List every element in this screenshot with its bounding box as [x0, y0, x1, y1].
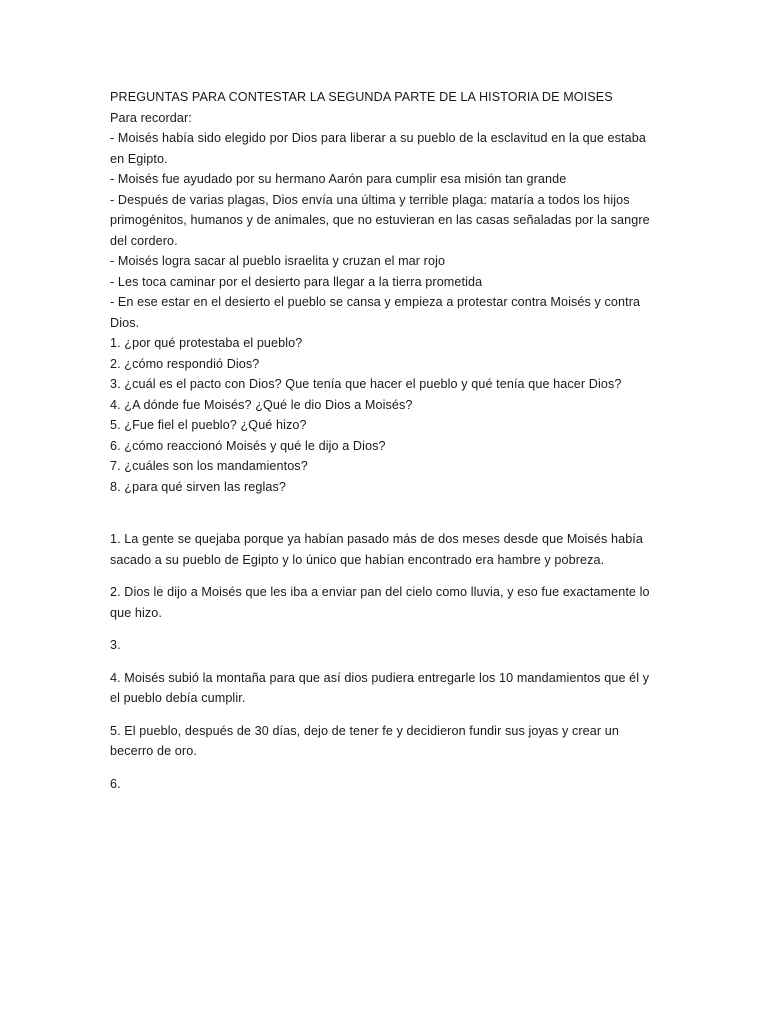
reminder-item: - Moisés fue ayudado por su hermano Aarón para cumplir esa misión tan grande: [110, 172, 567, 186]
answer-item: 2. Dios le dijo a Moisés que les iba a enviar pan del cielo como lluvia, y eso fue exactamente lo que hizo.: [110, 585, 650, 620]
question-item: 8. ¿para qué sirven las reglas?: [110, 479, 287, 494]
reminder-item: - Moisés logra sacar al pueblo israelita y cruzan el mar rojo: [110, 254, 446, 268]
question-item: 2. ¿cómo respondió Dios?: [110, 356, 260, 371]
reminder-item: - Les toca caminar por el desierto para llegar a la tierra prometida: [110, 274, 483, 289]
answer-item: 6.: [110, 776, 121, 791]
question-list: [110, 333, 655, 497]
question-item: 7. ¿cuáles son los mandamientos?: [110, 459, 308, 473]
question-item: 5. ¿Fue fiel el pueblo? ¿Qué hizo?: [110, 418, 307, 432]
answer-item: 5. El pueblo, después de 30 días, dejo de tener fe y decidieron fundir sus joyas y crear un becerro de oro.: [110, 723, 619, 758]
question-item: 1. ¿por qué protestaba el pueblo?: [110, 336, 303, 350]
reminder-list: [110, 128, 655, 333]
reminder-item: - Moisés había sido elegido por Dios para liberar a su pueblo de la esclavitud en la que estaba en Egipto.: [110, 131, 646, 166]
question-item: 6. ¿cómo reaccionó Moisés y qué le dijo a Dios?: [110, 438, 386, 453]
answer-item: 3.: [110, 638, 121, 652]
answer-item: 1. La gente se quejaba porque ya habían pasado más de dos meses desde que Moisés había sacado a su pueblo de Egipto y lo único que habían encontrado era hambre y pobreza.: [110, 532, 644, 567]
reminder-heading: Para recordar:: [110, 110, 192, 125]
document-page: [110, 87, 655, 806]
reminder-item: - Después de varias plagas, Dios envía una última y terrible plaga: mataría a todos los hijos primogénitos, humanos y de animales, que no estuvieran en las casas señaladas por la sangre del cordero.: [110, 192, 650, 248]
question-item: 4. ¿A dónde fue Moisés? ¿Qué le dio Dios a Moisés?: [110, 397, 413, 412]
document-title: PREGUNTAS PARA CONTESTAR LA SEGUNDA PARTE DE LA HISTORIA DE MOISES: [110, 90, 613, 104]
question-item: 3. ¿cuál es el pacto con Dios? Que tenía que hacer el pueblo y qué tenía que hacer Dios?: [110, 377, 622, 391]
section-spacer: [110, 497, 655, 529]
answer-list: [110, 529, 655, 794]
answer-item: 4. Moisés subió la montaña para que así dios pudiera entregarle los 10 mandamientos que él y el pueblo debía cumplir.: [110, 670, 650, 705]
reminder-item: - En ese estar en el desierto el pueblo se cansa y empieza a protestar contra Moisés y contra Dios.: [110, 295, 641, 330]
